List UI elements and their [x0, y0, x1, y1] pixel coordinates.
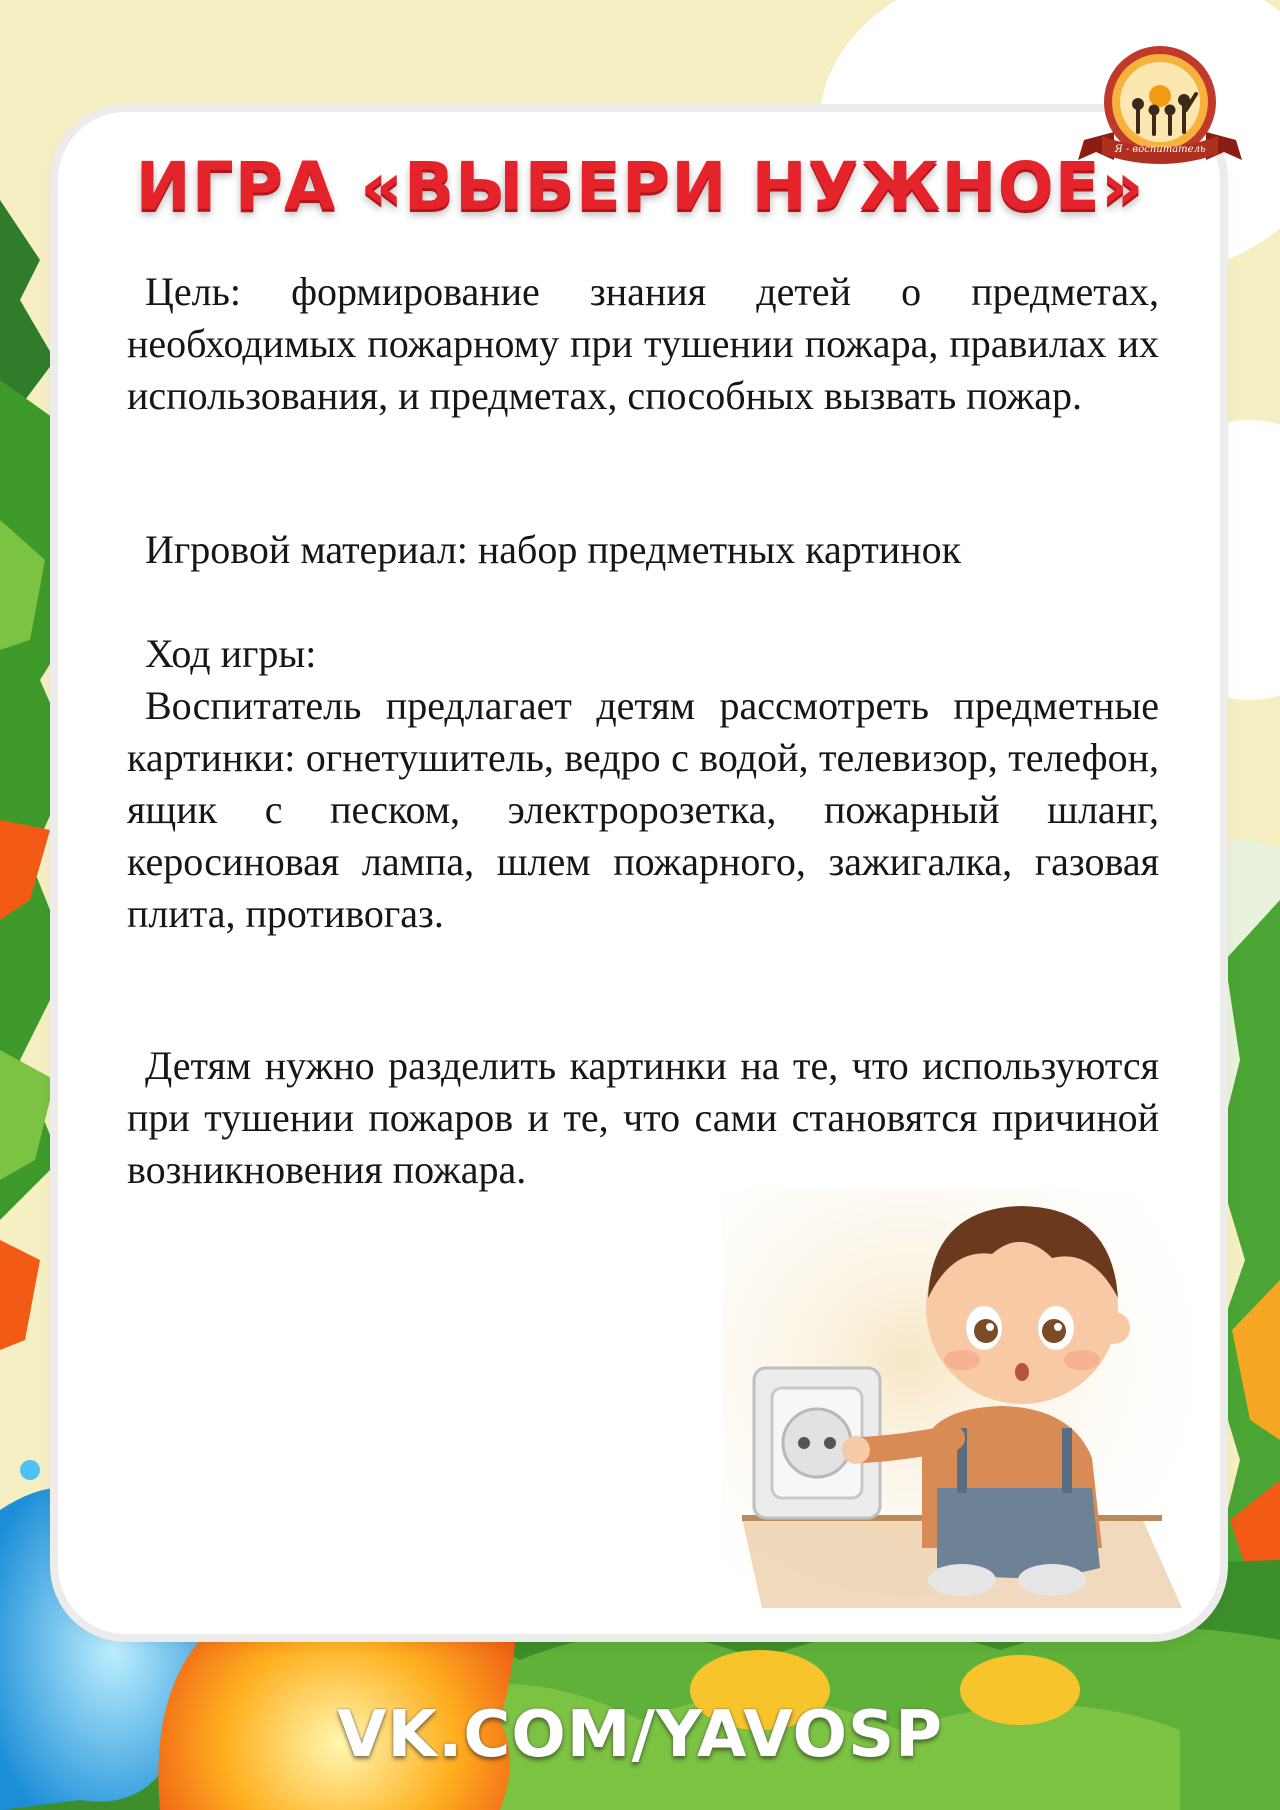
goal-paragraph: Цель: формирование знания детей о предметах, необходимых пожарному при тушении пожара, правилах их использования, и предметах, способных вызвать пожар.	[127, 269, 1159, 418]
child-socket-illustration	[722, 1188, 1190, 1618]
howto-heading: Ход игры:	[145, 631, 317, 676]
teacher-paragraph: Воспитатель предлагает детям рассмотреть предметные картинки: огнетушитель, ведро с водой, телевизор, телефон, ящик с песком, электророзетка, пожарный шланг, керосиновая лампа, шлем пожарного, зажигалка, газовая плита, противогаз.	[127, 683, 1159, 936]
footer-url[interactable]: VK.COM/YAVOSP	[336, 1698, 944, 1772]
page-title: ИГРА «ВЫБЕРИ НУЖНОЕ»	[135, 148, 1145, 225]
material-paragraph: Игровой материал: набор предметных картинок	[145, 527, 961, 572]
task-paragraph: Детям нужно разделить картинки на те, что используются при тушении пожаров и те, что сами становятся причиной возникновения пожара.	[127, 1043, 1159, 1192]
logo-text: Я - воспитатель	[1114, 144, 1206, 155]
